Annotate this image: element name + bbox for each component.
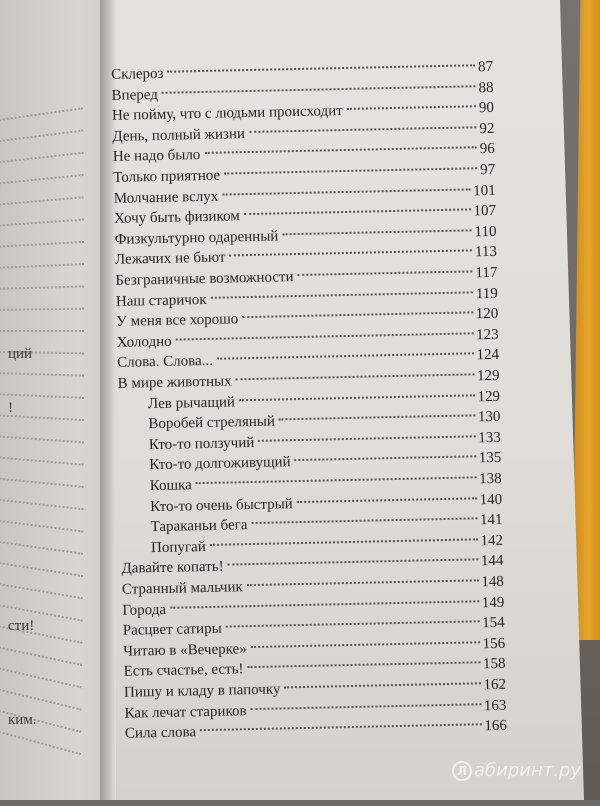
toc-entry-title: У меня все хорошо xyxy=(116,311,239,331)
toc-dot-leader xyxy=(279,415,475,421)
toc-entry-title: Хочу быть физиком xyxy=(114,208,240,228)
toc-entry-page: 130 xyxy=(477,408,501,426)
toc-entry-title: Склероз xyxy=(110,65,164,83)
toc-entry-title: Не пойму, что с людьми происходит xyxy=(111,103,343,125)
toc-entry-page: 148 xyxy=(481,573,505,591)
toc-dot-leader xyxy=(258,435,475,442)
toc-dot-leader xyxy=(244,209,471,216)
toc-entry-page: 87 xyxy=(477,58,494,76)
toc-dot-leader xyxy=(228,559,478,566)
toc-entry-title: Расцвет сатиры xyxy=(122,620,222,639)
toc-entry-page: 135 xyxy=(478,450,502,467)
toc-entry-page: 123 xyxy=(476,326,499,344)
toc-dot-leader xyxy=(222,188,470,195)
toc-entry-page: 117 xyxy=(475,264,498,282)
toc-dot-leader xyxy=(236,373,474,380)
toc-entry-title: Только приятное xyxy=(113,167,221,186)
toc-entry-page: 97 xyxy=(480,161,496,179)
toc-entry-title: Молчание вслух xyxy=(113,188,219,207)
toc-entry-page: 96 xyxy=(479,141,495,158)
toc-entry-title: Вперед xyxy=(111,86,159,104)
toc-entry-page: 120 xyxy=(475,306,499,323)
toc-dot-leader xyxy=(247,662,480,669)
labirint-logo-icon: Л xyxy=(452,761,472,781)
toc-dot-leader xyxy=(242,312,473,319)
toc-dot-leader xyxy=(247,579,479,586)
toc-entry-page: 154 xyxy=(482,614,505,632)
toc-dot-leader xyxy=(229,250,472,257)
toc-entry-title: Странный мальчик xyxy=(121,579,243,598)
toc-entry-title: Читаю в «Вечерке» xyxy=(123,640,247,660)
toc-entry-page: 110 xyxy=(474,223,497,241)
toc-dot-leader xyxy=(226,620,480,627)
toc-dot-leader xyxy=(347,105,476,110)
toc-entry-title: День, полный жизни xyxy=(112,125,246,145)
watermark xyxy=(452,760,581,781)
toc-dot-leader xyxy=(224,167,477,174)
toc-dot-leader xyxy=(295,456,476,462)
toc-dot-leader xyxy=(204,147,476,155)
watermark-text: абиринт.ру xyxy=(474,760,582,781)
toc-entry-page: 107 xyxy=(473,203,497,220)
toc-entry-title: Пишу и кладу в папочку xyxy=(123,681,281,701)
toc-dot-leader xyxy=(297,497,477,503)
toc-entry-page: 129 xyxy=(477,388,501,405)
toc-entry-title: В мире животных xyxy=(117,373,232,392)
toc-entry-page: 119 xyxy=(475,285,498,302)
toc-entry-page: 113 xyxy=(474,244,498,261)
toc-entry-page: 92 xyxy=(479,120,495,137)
toc-entry-title: Слова. Слова... xyxy=(117,353,214,372)
toc-dot-leader xyxy=(251,641,480,648)
toc-entry-page: 156 xyxy=(482,635,506,653)
toc-entry-page: 101 xyxy=(472,182,496,199)
toc-dot-leader xyxy=(167,64,475,72)
toc-entry-title: Попугай xyxy=(150,538,206,556)
toc-entry-title: Физкультурно одаренный xyxy=(114,228,279,248)
toc-dot-leader xyxy=(282,229,471,235)
toc-dot-leader xyxy=(284,682,480,688)
toc-entry-page: 158 xyxy=(482,656,506,673)
toc-entry-page: 142 xyxy=(480,532,504,550)
toc-dot-leader xyxy=(162,85,476,94)
toc-entry-page: 88 xyxy=(478,79,494,96)
toc-entry-title: Кошка xyxy=(149,477,192,495)
toc-entry-title: Города xyxy=(122,601,167,619)
toc-dot-leader xyxy=(176,332,474,340)
toc-dot-leader xyxy=(211,291,473,298)
toc-entry-page: 162 xyxy=(483,676,507,694)
toc-entry-title: Безграничные возможности xyxy=(115,269,294,289)
toc-dot-leader xyxy=(196,476,476,484)
toc-entry-page: 166 xyxy=(484,717,508,735)
toc-entry-page: 144 xyxy=(480,553,504,570)
toc-entry-page: 149 xyxy=(481,594,505,611)
left-page-fragment: сти! xyxy=(8,618,35,634)
toc-entry-page: 90 xyxy=(478,100,495,117)
toc-entry-page: 140 xyxy=(479,491,503,508)
left-page-fragment: ! xyxy=(8,400,13,416)
toc-entry-page: 138 xyxy=(479,470,502,488)
toc-entry-title: Сила слова xyxy=(124,724,197,742)
toc-entry-page: 133 xyxy=(478,429,501,447)
toc-entry-title: Кто-то ползучий xyxy=(148,434,255,453)
toc-entry-page: 163 xyxy=(483,697,507,714)
toc-entry-title: Не надо было xyxy=(112,147,201,166)
toc-entry-title: Тараканьи бега xyxy=(150,517,248,536)
toc-dot-leader xyxy=(200,723,481,731)
toc-entry-title: Холодно xyxy=(116,333,172,351)
toc-dot-leader xyxy=(251,518,477,525)
toc-dot-leader xyxy=(251,703,481,710)
toc-dot-leader xyxy=(297,270,472,276)
toc-dot-leader xyxy=(217,353,474,360)
toc-entry-title: Лев рычащий xyxy=(147,393,236,412)
toc-dot-leader xyxy=(239,394,475,401)
toc-entry-title: Воробей стреляный xyxy=(148,413,276,433)
toc-entry-title: Наш старичок xyxy=(115,291,207,310)
toc-entry-title: Есть счастье, есть! xyxy=(123,661,244,681)
toc-dot-leader xyxy=(170,600,479,608)
toc-entry-title: Давайте копать! xyxy=(121,559,224,578)
toc-entry-page: 129 xyxy=(476,367,500,385)
toc-entry-title: Как лечат стариков xyxy=(124,702,247,722)
left-page-fragment: ций xyxy=(8,346,33,362)
toc-dot-leader xyxy=(210,538,478,546)
toc-dot-leader xyxy=(249,126,476,133)
toc-entry-title: Лежачих не бьют xyxy=(114,249,226,269)
toc-entry-title: Кто-то очень быстрый xyxy=(150,495,293,515)
toc-entry-title: Кто-то долгоживущий xyxy=(149,454,291,474)
toc-entry-page: 124 xyxy=(476,347,500,364)
left-page-fragment: ким. xyxy=(8,712,37,728)
toc-entry-page: 141 xyxy=(479,511,503,529)
